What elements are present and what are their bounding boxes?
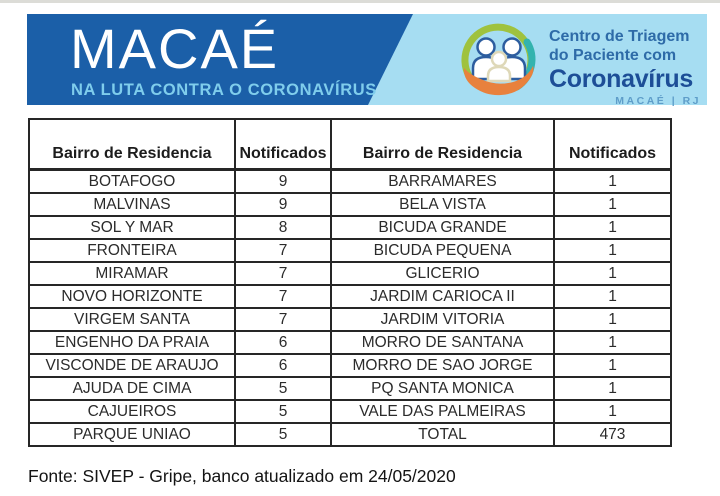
bairro-cell: VISCONDE DE ARAUJO [29, 354, 235, 377]
bairro-cell: AJUDA DE CIMA [29, 377, 235, 400]
bairro-cell: SOL Y MAR [29, 216, 235, 239]
source-note: Fonte: SIVEP - Gripe, banco atualizado em 24/05/2020 [28, 466, 456, 486]
bairro-cell: FRONTEIRA [29, 239, 235, 262]
bairro-cell: PQ SANTA MONICA [331, 377, 554, 400]
table-body [29, 170, 671, 447]
notificados-cell: 1 [554, 354, 671, 377]
table-row [29, 216, 671, 239]
header-bairro-right: Bairro de Residencia [331, 119, 554, 170]
table-row [29, 170, 671, 194]
photo-edge-strip [0, 0, 720, 3]
table-row [29, 331, 671, 354]
bairro-cell: MORRO DE SANTANA [331, 331, 554, 354]
bairro-cell: BOTAFOGO [29, 170, 235, 194]
table-row [29, 400, 671, 423]
notificados-cell: 7 [235, 285, 331, 308]
cases-by-neighborhood-table [28, 118, 672, 447]
table-row [29, 354, 671, 377]
people-in-hand-circle-icon [457, 18, 541, 107]
bairro-cell: ENGENHO DA PRAIA [29, 331, 235, 354]
table-row [29, 308, 671, 331]
logo-coronavirus-label: Coronavírus [549, 65, 693, 94]
notificados-cell: 9 [235, 170, 331, 194]
bairro-cell: BICUDA PEQUENA [331, 239, 554, 262]
notificados-cell: 1 [554, 216, 671, 239]
notificados-cell: 7 [235, 262, 331, 285]
notificados-cell: 1 [554, 377, 671, 400]
notificados-cell: 1 [554, 285, 671, 308]
bairro-cell: JARDIM CARIOCA II [331, 285, 554, 308]
notificados-cell: 7 [235, 239, 331, 262]
notificados-cell: 9 [235, 193, 331, 216]
table-row [29, 193, 671, 216]
bairro-cell: BARRAMARES [331, 170, 554, 194]
banner-tagline: NA LUTA CONTRA O CORONAVÍRUS [71, 81, 377, 99]
logo-macae-rj-label: MACAÉ | RJ [615, 94, 701, 107]
header-notificados-left: Notificados [235, 119, 331, 170]
header-bairro-left: Bairro de Residencia [29, 119, 235, 170]
bairro-cell: MALVINAS [29, 193, 235, 216]
notificados-cell: 8 [235, 216, 331, 239]
notificados-cell: 7 [235, 308, 331, 331]
notificados-cell: 1 [554, 262, 671, 285]
bairro-cell: BELA VISTA [331, 193, 554, 216]
table-row [29, 239, 671, 262]
bairro-cell: CAJUEIROS [29, 400, 235, 423]
notificados-cell: 1 [554, 170, 671, 194]
header-banner [27, 14, 707, 105]
logo-line-1: Centro de Triagem [549, 28, 690, 45]
bairro-cell: TOTAL [331, 423, 554, 446]
logo-line-2: do Paciente com [549, 47, 677, 65]
bairro-cell: GLICERIO [331, 262, 554, 285]
header-notificados-right: Notificados [554, 119, 671, 170]
bairro-cell: VIRGEM SANTA [29, 308, 235, 331]
table-header-row [29, 119, 671, 170]
table-row [29, 377, 671, 400]
bairro-cell: NOVO HORIZONTE [29, 285, 235, 308]
clinic-logo-text [549, 27, 719, 107]
table-row [29, 262, 671, 285]
notificados-cell: 473 [554, 423, 671, 446]
bairro-cell: MIRAMAR [29, 262, 235, 285]
notificados-cell: 5 [235, 377, 331, 400]
notificados-cell: 5 [235, 400, 331, 423]
notificados-cell: 1 [554, 331, 671, 354]
notificados-cell: 1 [554, 308, 671, 331]
notificados-cell: 6 [235, 331, 331, 354]
notificados-cell: 1 [554, 193, 671, 216]
bairro-cell: BICUDA GRANDE [331, 216, 554, 239]
notificados-cell: 6 [235, 354, 331, 377]
bairro-cell: MORRO DE SAO JORGE [331, 354, 554, 377]
table-row [29, 423, 671, 446]
bairro-cell: PARQUE UNIAO [29, 423, 235, 446]
bairro-cell: JARDIM VITORIA [331, 308, 554, 331]
notificados-cell: 1 [554, 239, 671, 262]
bairro-cell: VALE DAS PALMEIRAS [331, 400, 554, 423]
city-title: MACAÉ [70, 17, 280, 80]
table-row [29, 285, 671, 308]
notificados-cell: 5 [235, 423, 331, 446]
notificados-cell: 1 [554, 400, 671, 423]
